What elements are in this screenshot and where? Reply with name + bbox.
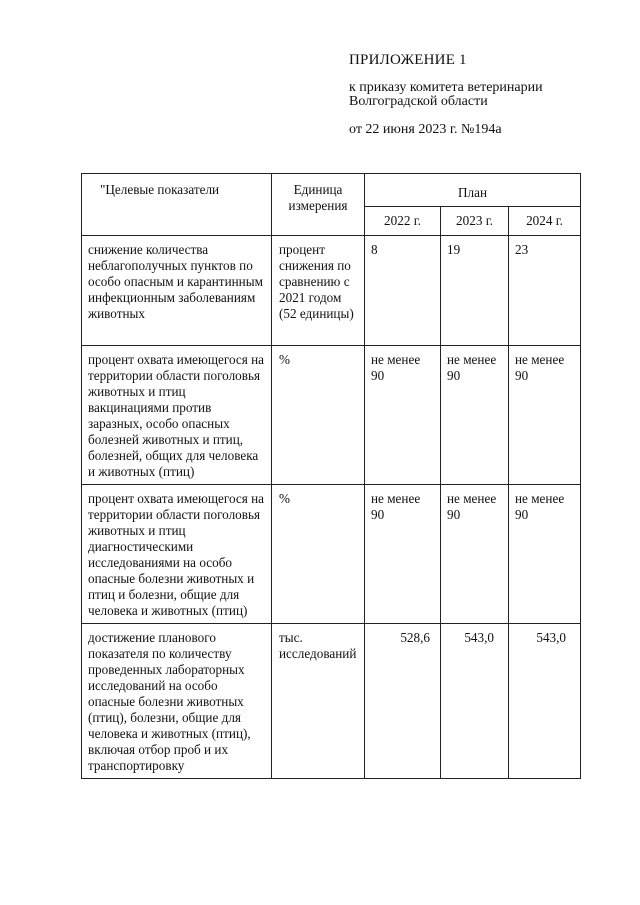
column-header-plan: План — [365, 174, 581, 207]
plan-value-2022: не менее 90 — [365, 485, 441, 624]
plan-value-2023: 543,0 — [441, 624, 509, 779]
table-header-row — [82, 174, 581, 207]
plan-value-2024: не менее 90 — [509, 346, 581, 485]
plan-value-2023: не менее 90 — [441, 346, 509, 485]
plan-value-2024: не менее 90 — [509, 485, 581, 624]
column-header-year-2022: 2022 г. — [365, 207, 441, 236]
indicator-name: процент охвата имеющегося на территории области поголовья животных и птиц вакцинациями против заразных, особо опасных болезней животных и птиц, болезней, общих для человека и животных (птиц) — [82, 346, 272, 485]
indicator-name: достижение планового показателя по количеству проведенных лабораторных исследований на особо опасные болезни животных (птиц), болезни, общие для человека и животных (птиц), включая отбор проб и их транспортировку — [82, 624, 272, 779]
target-indicators-table — [81, 173, 581, 779]
plan-value-2022: не менее 90 — [365, 346, 441, 485]
order-reference-line-1: к приказу комитета ветеринарии — [349, 80, 543, 95]
column-header-unit: Единица измерения — [272, 174, 365, 236]
indicator-name: снижение количества неблагополучных пунктов по особо опасным и карантинным инфекционным заболеваниям животных — [82, 236, 272, 346]
plan-value-2024: 543,0 — [509, 624, 581, 779]
indicator-unit: тыс. исследований — [272, 624, 365, 779]
plan-value-2023: не менее 90 — [441, 485, 509, 624]
indicator-name: процент охвата имеющегося на территории области поголовья животных и птиц диагностическими исследованиями на особо опасные болезни животных и птиц и болезни, общие для человека и животных (птиц) — [82, 485, 272, 624]
table-row — [82, 624, 581, 779]
indicator-unit: процент снижения по сравнению с 2021 годом (52 единицы) — [272, 236, 365, 346]
plan-value-2022: 528,6 — [365, 624, 441, 779]
appendix-title: ПРИЛОЖЕНИЕ 1 — [349, 52, 467, 68]
plan-value-2023: 19 — [441, 236, 509, 346]
column-header-year-2024: 2024 г. — [509, 207, 581, 236]
order-reference-line-2: Волгоградской области — [349, 94, 488, 109]
plan-value-2022: 8 — [365, 236, 441, 346]
plan-value-2024: 23 — [509, 236, 581, 346]
table-row — [82, 346, 581, 485]
table-row — [82, 485, 581, 624]
table-row — [82, 236, 581, 346]
column-header-indicator: "Целевые показатели — [82, 174, 272, 236]
order-date: от 22 июня 2023 г. №194а — [349, 122, 502, 137]
column-header-year-2023: 2023 г. — [441, 207, 509, 236]
indicator-unit: % — [272, 346, 365, 485]
indicator-unit: % — [272, 485, 365, 624]
